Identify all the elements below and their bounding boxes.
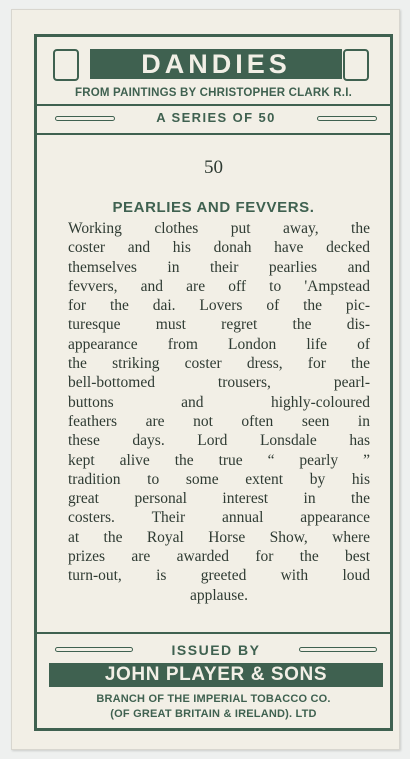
text-line: at the Royal Horse Show, where (68, 528, 370, 546)
card-number: 50 (204, 157, 223, 178)
right-issued-ornament (299, 647, 377, 652)
right-rule-ornament (317, 116, 377, 121)
text-line: bell-bottomed trousers, pearl- (68, 374, 370, 392)
text-line: Working clothes put away, the (68, 220, 370, 237)
text-line: these days. Lord Lonsdale has (68, 432, 370, 450)
text-line: coster and his donah have decked (68, 239, 370, 257)
text-line: applause. (189, 586, 249, 604)
card-heading: PEARLIES AND FEVVERS. (112, 199, 315, 216)
branch-line-1: BRANCH OF THE IMPERIAL TOBACCO CO. (96, 693, 331, 705)
series-subtitle: FROM PAINTINGS BY CHRISTOPHER CLARK R.I. (75, 87, 352, 99)
text-line: prizes are awarded for the best (68, 548, 370, 566)
text-line: buttons and highly-coloured (68, 393, 370, 411)
card-description (68, 219, 370, 605)
text-line: the striking coster dress, for the (68, 355, 370, 373)
left-ornament-box (53, 49, 79, 81)
left-rule-ornament (55, 116, 115, 121)
right-ornament-box (343, 49, 369, 81)
branch-line-2: (OF GREAT BRITAIN & IRELAND). LTD (110, 708, 317, 720)
text-line: turn-out, is greeted with loud (68, 567, 370, 585)
series-count: A SERIES OF 50 (156, 110, 276, 125)
issued-by-label: ISSUED BY (171, 642, 261, 658)
text-line: themselves in their pearlies and (68, 258, 370, 276)
divider-series (36, 133, 391, 135)
divider-bottom (36, 632, 391, 634)
text-line: turesque must regret the dis- (68, 316, 370, 334)
text-line: kept alive the true “ pearly ” (68, 451, 370, 469)
left-issued-ornament (55, 647, 133, 652)
divider-top (36, 104, 391, 106)
text-line: appearance from London life of (68, 335, 370, 353)
text-line: for the dai. Lovers of the pic- (68, 297, 370, 315)
cigarette-card (11, 9, 400, 750)
text-line: tradition to some extent by his (68, 470, 370, 488)
text-line: costers. Their annual appearance (68, 509, 370, 527)
maker-name: JOHN PLAYER & SONS (49, 663, 383, 687)
text-line: great personal interest in the (68, 490, 370, 508)
series-title: DANDIES (90, 49, 342, 79)
text-line: fevvers, and are off to 'Ampstead (68, 277, 370, 295)
text-line: feathers are not often seen in (68, 412, 370, 430)
